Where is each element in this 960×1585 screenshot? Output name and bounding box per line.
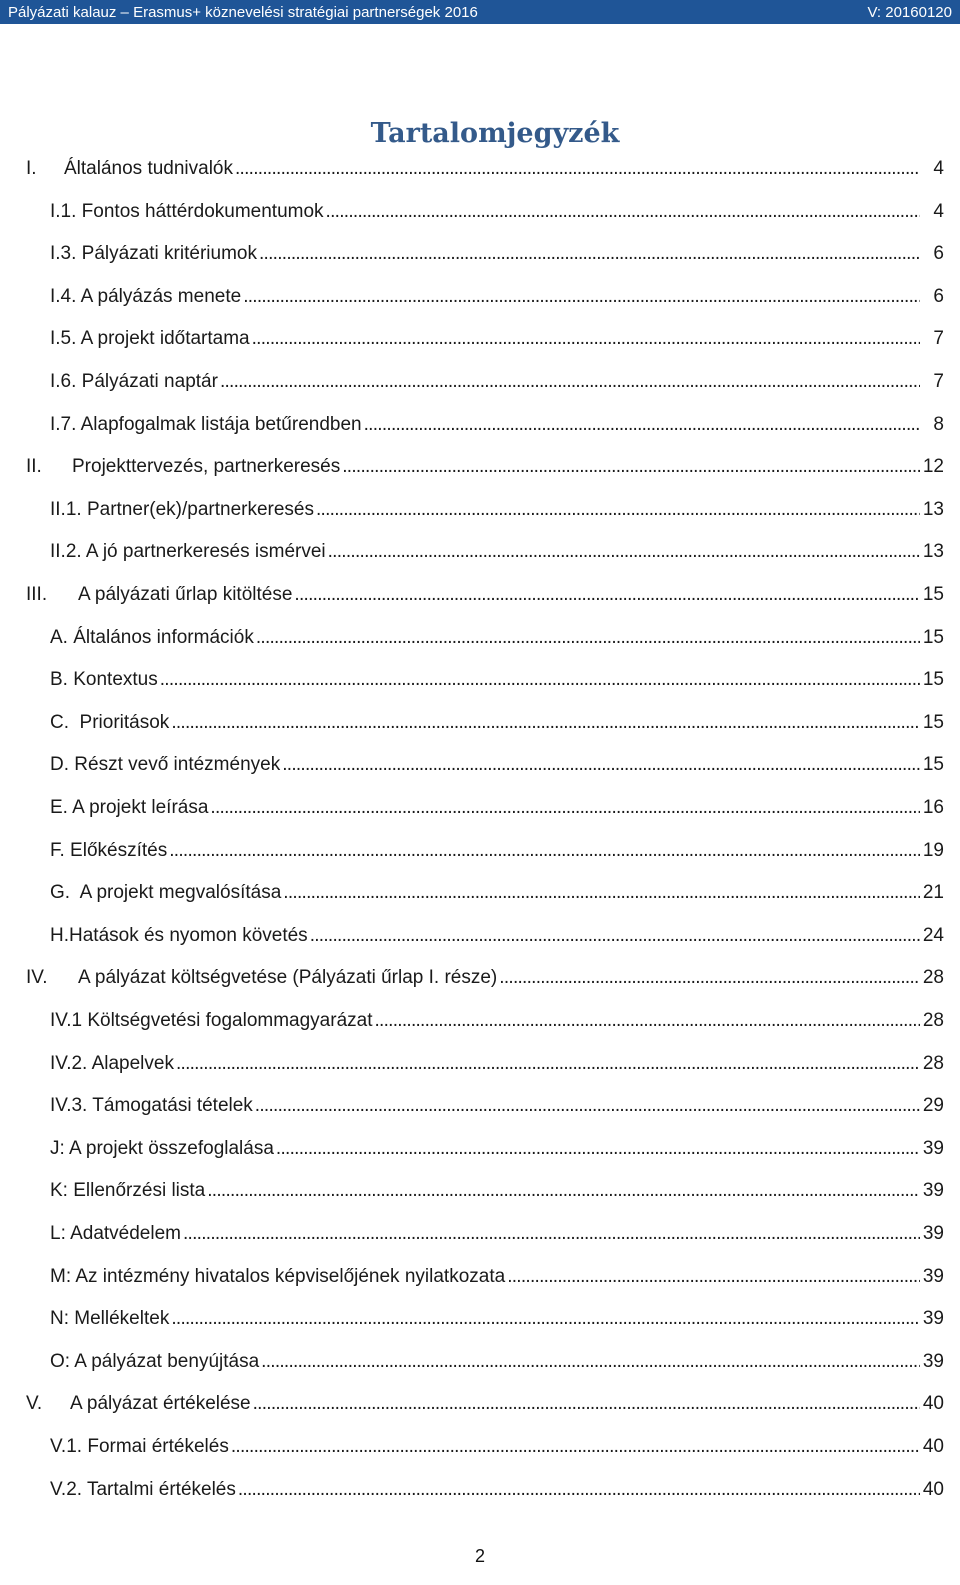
- toc-entry[interactable]: [26, 584, 944, 608]
- toc-entry-page: 16: [922, 797, 944, 818]
- toc-dot-leader: [294, 584, 920, 606]
- toc-entry[interactable]: [50, 1180, 944, 1204]
- toc-entry[interactable]: [26, 456, 944, 480]
- toc-entry-page: 15: [922, 711, 944, 733]
- toc-dot-leader: [210, 797, 920, 819]
- toc-dot-leader: [252, 328, 920, 350]
- toc-entry-page: 40: [922, 1436, 944, 1457]
- toc-dot-leader: [207, 1180, 920, 1202]
- toc-entry-page: 39: [922, 1180, 944, 1202]
- toc-entry-page: 15: [922, 584, 944, 605]
- toc-entry-page: 12: [922, 456, 944, 478]
- toc-entry-label: I.5. A projekt időtartama: [50, 328, 250, 350]
- toc-entry-label: K: Ellenőrzési lista: [50, 1180, 206, 1202]
- toc-entry-page: 15: [922, 754, 944, 776]
- toc-entry-label: I.3. Pályázati kritériumok: [50, 243, 257, 265]
- toc-entry-page: 15: [922, 626, 944, 648]
- toc-entry-page: 39: [922, 1265, 944, 1287]
- toc-dot-leader: [328, 541, 920, 563]
- toc-entry-page: 8: [933, 413, 944, 435]
- header-version: V: 20160120: [867, 3, 952, 21]
- toc-entry[interactable]: [50, 754, 944, 778]
- toc-entry[interactable]: [26, 1393, 944, 1417]
- toc-dot-leader: [256, 627, 920, 649]
- toc-dot-leader: [169, 840, 920, 862]
- toc-entry[interactable]: [50, 669, 944, 693]
- toc-entry[interactable]: [50, 1479, 944, 1503]
- toc-dot-leader: [261, 1351, 920, 1373]
- toc-entry-label: J: A projekt összefoglalása: [50, 1137, 274, 1159]
- toc-entry[interactable]: [50, 1223, 944, 1247]
- toc-entry-label: I.7. Alapfogalmak listája betűrendben: [50, 413, 362, 435]
- toc-entry-label: I.4. A pályázás menete: [50, 285, 242, 307]
- toc-entry-label: E. A projekt leírása: [50, 797, 209, 818]
- toc-dot-leader: [183, 1223, 920, 1245]
- toc-dot-leader: [160, 669, 920, 691]
- toc-entry-label: L: Adatvédelem: [50, 1223, 181, 1244]
- toc-entry[interactable]: [50, 797, 944, 821]
- toc-dot-leader: [238, 1479, 920, 1501]
- toc-entry-page: 24: [922, 924, 944, 946]
- toc-entry-label: IV.3. Támogatási tételek: [50, 1095, 253, 1117]
- toc-dot-leader: [326, 201, 920, 223]
- toc-entry[interactable]: [50, 840, 944, 864]
- toc-dot-leader: [507, 1266, 920, 1288]
- toc-entry[interactable]: [50, 499, 944, 523]
- toc-entry-page: 4: [933, 200, 944, 222]
- toc-entry[interactable]: [50, 1436, 944, 1460]
- toc-entry-page: 6: [933, 285, 944, 307]
- toc-entry-label: IV.2. Alapelvek: [50, 1052, 174, 1074]
- toc-entry-label: A. Általános információk: [50, 626, 254, 648]
- toc-dot-leader: [276, 1138, 920, 1160]
- toc-entry[interactable]: [50, 712, 944, 736]
- toc-dot-leader: [171, 712, 920, 734]
- toc-entry-page: 28: [922, 967, 944, 989]
- toc-title: Tartalomjegyzék: [370, 118, 620, 149]
- toc-entry-page: 4: [933, 158, 944, 179]
- toc-dot-leader: [283, 882, 920, 904]
- toc-entry[interactable]: [50, 1308, 944, 1332]
- toc-dot-leader: [220, 371, 920, 393]
- toc-entry-label: C. Prioritások: [50, 711, 170, 733]
- toc-entry-number: III.: [26, 584, 48, 605]
- header-document-title: Pályázati kalauz – Erasmus+ köznevelési stratégiai partnerségek 2016: [8, 3, 478, 21]
- toc-entry[interactable]: [50, 627, 944, 651]
- toc-dot-leader: [255, 1095, 920, 1117]
- toc-entry-label: B. Kontextus: [50, 669, 158, 691]
- toc-entry-number: V.: [26, 1393, 43, 1415]
- toc-dot-leader: [499, 967, 920, 989]
- toc-entry[interactable]: [50, 1010, 944, 1034]
- page-number: 2: [474, 1546, 485, 1566]
- toc-entry-page: 29: [922, 1095, 944, 1117]
- toc-entry-page: 19: [922, 839, 944, 861]
- toc-entry-page: 39: [922, 1308, 944, 1330]
- toc-entry-label: F. Előkészítés: [50, 839, 168, 861]
- toc-entry[interactable]: [50, 1266, 944, 1290]
- toc-entry-number: II.: [26, 456, 42, 478]
- toc-entry[interactable]: [50, 201, 944, 225]
- toc-entry-page: 6: [933, 243, 944, 265]
- toc-entry-page: 39: [922, 1223, 944, 1244]
- toc-entry-label: V.2. Tartalmi értékelés: [50, 1478, 236, 1500]
- toc-entry-label: IV.1 Költségvetési fogalommagyarázat: [50, 1010, 373, 1031]
- toc-dot-leader: [374, 1010, 920, 1032]
- toc-entry-page: 21: [922, 882, 944, 904]
- page-header: [0, 0, 960, 24]
- toc-entry[interactable]: [26, 967, 944, 991]
- toc-dot-leader: [316, 499, 920, 521]
- toc-entry-label: Általános tudnivalók: [64, 158, 233, 179]
- toc-entry[interactable]: [50, 1053, 944, 1077]
- toc-entry-label: H.Hatások és nyomon követés: [50, 924, 308, 946]
- toc-entry-number: IV.: [26, 967, 48, 989]
- toc-entry-page: 40: [922, 1393, 944, 1415]
- toc-entry-label: II.2. A jó partnerkeresés ismérvei: [50, 541, 326, 563]
- toc-dot-leader: [171, 1308, 920, 1330]
- toc-entry-page: 28: [922, 1010, 944, 1031]
- toc-entry-label: M: Az intézmény hivatalos képviselőjének nyilatkozata: [50, 1265, 506, 1287]
- toc-entry-page: 13: [922, 541, 944, 563]
- toc-dot-leader: [243, 286, 920, 308]
- toc-entry-page: 28: [922, 1052, 944, 1074]
- toc-dot-leader: [364, 414, 920, 436]
- toc-dot-leader: [253, 1393, 920, 1415]
- toc-entry-label: I.6. Pályázati naptár: [50, 371, 218, 392]
- toc-entry-page: 40: [922, 1478, 944, 1500]
- toc-dot-leader: [259, 243, 920, 265]
- toc-entry-label: A pályázat költségvetése (Pályázati űrlap I. része): [78, 967, 498, 989]
- toc-entry-label: G. A projekt megvalósítása: [50, 882, 282, 904]
- toc-entry[interactable]: [50, 1138, 944, 1162]
- toc-entry[interactable]: [50, 925, 944, 949]
- toc-entry[interactable]: [50, 371, 944, 395]
- toc-dot-leader: [235, 158, 920, 180]
- toc-entry-page: 39: [922, 1137, 944, 1159]
- toc-entry[interactable]: [50, 286, 944, 310]
- toc-entry-label: V.1. Formai értékelés: [50, 1436, 229, 1457]
- toc-entry-label: A pályázati űrlap kitöltése: [78, 584, 293, 605]
- toc-dot-leader: [342, 456, 920, 478]
- toc-entry[interactable]: [50, 541, 944, 565]
- toc-entry[interactable]: [50, 882, 944, 906]
- toc-entry-page: 39: [922, 1350, 944, 1372]
- toc-entry[interactable]: [50, 1095, 944, 1119]
- toc-entry-page: 7: [933, 371, 944, 392]
- toc-entry-label: D. Részt vevő intézmények: [50, 754, 281, 776]
- toc-entry-label: Projekttervezés, partnerkeresés: [72, 456, 341, 478]
- toc-entry-label: II.1. Partner(ek)/partnerkeresés: [50, 498, 314, 520]
- toc-dot-leader: [310, 925, 920, 947]
- toc-entry-page: 15: [922, 669, 944, 691]
- toc-entry-label: O: A pályázat benyújtása: [50, 1350, 260, 1372]
- toc-entry-label: I.1. Fontos háttérdokumentumok: [50, 200, 324, 222]
- toc-entry[interactable]: [50, 414, 944, 438]
- toc-dot-leader: [231, 1436, 920, 1458]
- toc-dot-leader: [282, 754, 920, 776]
- toc-entry[interactable]: [50, 1351, 944, 1375]
- toc-entry-number: I.: [26, 158, 37, 179]
- toc-entry[interactable]: [50, 243, 944, 267]
- toc-entry-page: 13: [922, 498, 944, 520]
- toc-entry-label: N: Mellékeltek: [50, 1308, 170, 1330]
- toc-entry[interactable]: [50, 328, 944, 352]
- toc-entry[interactable]: [26, 158, 944, 182]
- toc-dot-leader: [176, 1053, 920, 1075]
- toc-entry-page: 7: [933, 328, 944, 350]
- toc-entry-label: A pályázat értékelése: [70, 1393, 251, 1415]
